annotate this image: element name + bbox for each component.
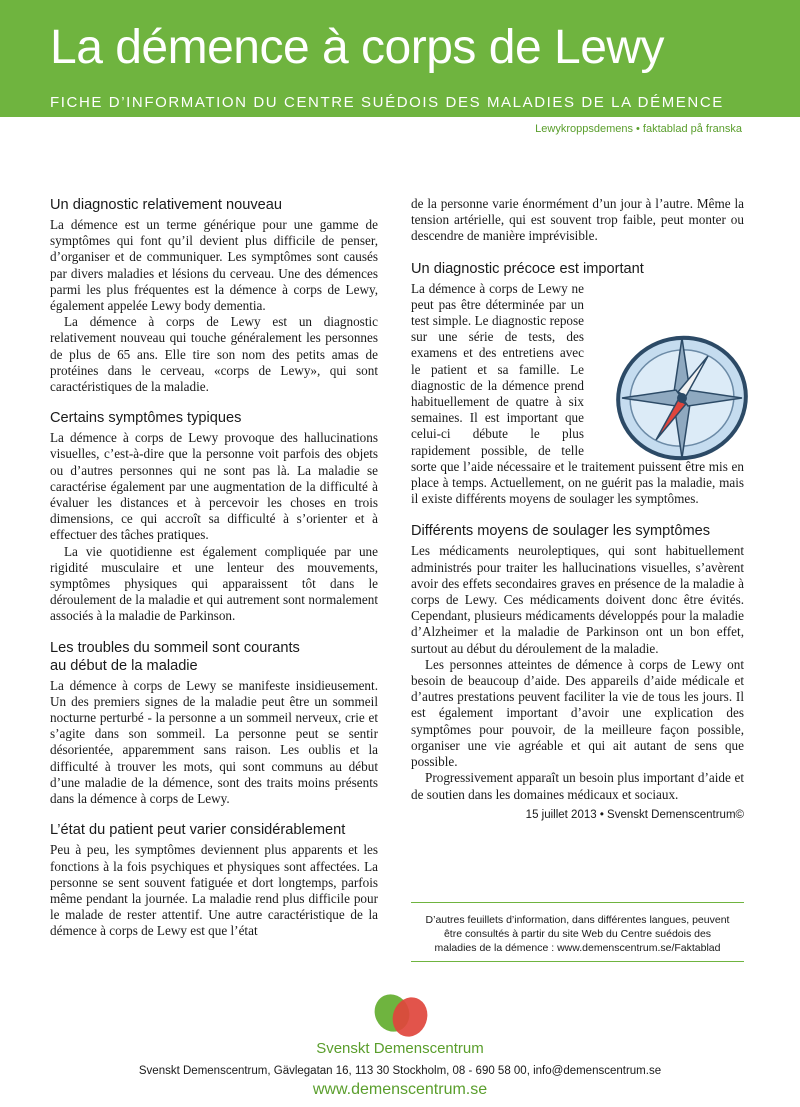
page-subtitle: FICHE D’INFORMATION DU CENTRE SUÉDOIS DES MALADIES DE LA DÉMENCE	[50, 94, 724, 111]
header-banner	[0, 0, 800, 117]
paragraph: La démence est un terme générique pour une gamme de symptômes qui font qu’il devient plus difficile de penser, d’organiser et de communiquer. Les symptômes sont causés par divers maladies et lésions du cerveau. Une des démences parmi les plus fréquentes est la démence à corps de Lewy, également appelée Lewy body dementia.	[50, 217, 378, 314]
contact-line: Svenskt Demenscentrum, Gävlegatan 16, 113 30 Stockholm, 08 - 690 58 00, info@demenscentrum.se	[138, 1065, 662, 1077]
left-column	[50, 196, 378, 940]
date-line: 15 juillet 2013 • Svenskt Demenscentrum©	[525, 808, 744, 821]
paragraph: La vie quotidienne est également compliquée par une rigidité musculaire et une lenteur des mouvements, symptômes physiques qui apparaissent tôt dans le déroulement de la maladie et qui autrement sont normalement associés à la maladie de Parkinson.	[50, 543, 378, 624]
compass-icon	[580, 318, 760, 478]
paragraph: La démence à corps de Lewy ne peut pas être déterminée par un test simple. Le diagnostic repose sur une série de tests, des examens et des entretiens avec le patient et sa famille. Le diagnostic de la démence prend habituellement de quatre à six semaines. Il est important que celui-ci débute le plus rapidement possible, de telle sorte que l’aide nécessaire et le traitement puissent être mis en place à temps. Actuellement, on ne guérit pas la maladie, mais il existe différents moyens de soulager les symptômes.	[411, 280, 744, 507]
logo-name: Svenskt Demenscentrum	[316, 1040, 484, 1057]
heart-logo-icon	[370, 993, 432, 1039]
website-link[interactable]: www.demenscentrum.se	[312, 1081, 488, 1098]
paragraph: La démence à corps de Lewy est un diagnostic relativement nouveau qui touche généralement les personnes de plus de 65 ans. Elle tire son nom des petits amas de protéines dans le cerveau, «corps de Lewy», qui sont caractéristiques de la maladie.	[50, 314, 378, 395]
swedish-tag: Lewykroppsdemens • faktablad på franska	[535, 123, 742, 135]
paragraph: Progressivement apparaît un besoin plus important d’aide et de soutien dans les domaines médicaux et sociaux.	[411, 770, 744, 802]
info-line: D’autres feuillets d’information, dans différentes langues, peuvent	[425, 914, 730, 926]
section-heading-new-diagnosis: Un diagnostic relativement nouveau	[50, 197, 283, 213]
paragraph: Les médicaments neuroleptiques, qui sont habituellement administrés pour traiter les hallucinations visuelles, s’avèrent avoir des effets secondaires graves en présence de la maladie à corps de Lewy. Ces médicaments doivent donc être évités. Cependant, plusieurs médicaments développés pour la maladie d’Alzheimer et la maladie de Parkinson ont un bon effet, surtout au début du déroulement de la maladie.	[411, 543, 744, 656]
paragraph: La démence à corps de Lewy provoque des hallucinations visuelles, c’est-à-dire que la personne voit parfois des objets ou d’autres personnes qui ne sont pas là. La maladie se caractérise également par une augmentation de la difficulté à évaluer les distances et à percevoir les choses en trois dimensions, ce qui accroît sa difficulté à s’orienter et à effectuer des tâches pratiques.	[50, 430, 378, 543]
section-heading-early-diagnosis: Un diagnostic précoce est important	[411, 260, 644, 277]
heading-line: Les troubles du sommeil sont courants	[50, 639, 300, 656]
paragraph: La démence à corps de Lewy se manifeste insidieusement. Un des premiers signes de la maladie peut être un sommeil nocturne perturbé - la personne a un sommeil nerveux, crie et s’agite dans son sommeil. La personne peut se sentir désorientée, apparemment sans raison. Les oublis et la difficulté à trouver les mots, qui sont communs au début d’une maladie de la démence, sont des traits moins présents dans la démence à corps de Lewy.	[50, 677, 378, 807]
right-column	[411, 196, 744, 823]
paragraph: Peu à peu, les symptômes deviennent plus apparents et les fonctions à la fois psychiques et physiques sont affectées. La personne se sent souvent fatiguée et dort longtemps, parfois même pendant la journée. La maladie rend plus difficile pour le malade de rester attentif. Une autre caractéristique de la démence à corps de Lewy est que l’état	[50, 842, 378, 939]
section-heading-patient-state: L’état du patient peut varier considérablement	[50, 822, 346, 839]
section-heading-sleep-disorders	[50, 639, 378, 675]
section-heading-typical-symptoms: Certains symptômes typiques	[50, 410, 242, 427]
info-box	[411, 902, 744, 962]
info-line: être consultés à partir du site Web du Centre suédois des	[443, 928, 712, 940]
page-title: La démence à corps de Lewy	[50, 21, 665, 74]
heading-line: au début de la maladie	[50, 657, 198, 674]
section-heading-relief-methods: Différents moyens de soulager les symptômes	[411, 523, 711, 540]
info-line: maladies de la démence : www.demenscentrum.se/Faktablad	[434, 942, 721, 954]
paragraph: de la personne varie énormément d’un jour à l’autre. Même la tension artérielle, qui est souvent trop faible, peut monter ou descendre de manière imprévisible.	[411, 196, 744, 244]
paragraph: Les personnes atteintes de démence à corps de Lewy ont besoin de beaucoup d’aide. Des appareils d’aide médicale et d’autres prestations peuvent faciliter la vie de tous les jours. Il est également important d’avoir une explication des symptômes pour pouvoir, de la meilleure façon possible, organiser une vie agréable et qui ait autant de sens que possible.	[411, 656, 744, 770]
